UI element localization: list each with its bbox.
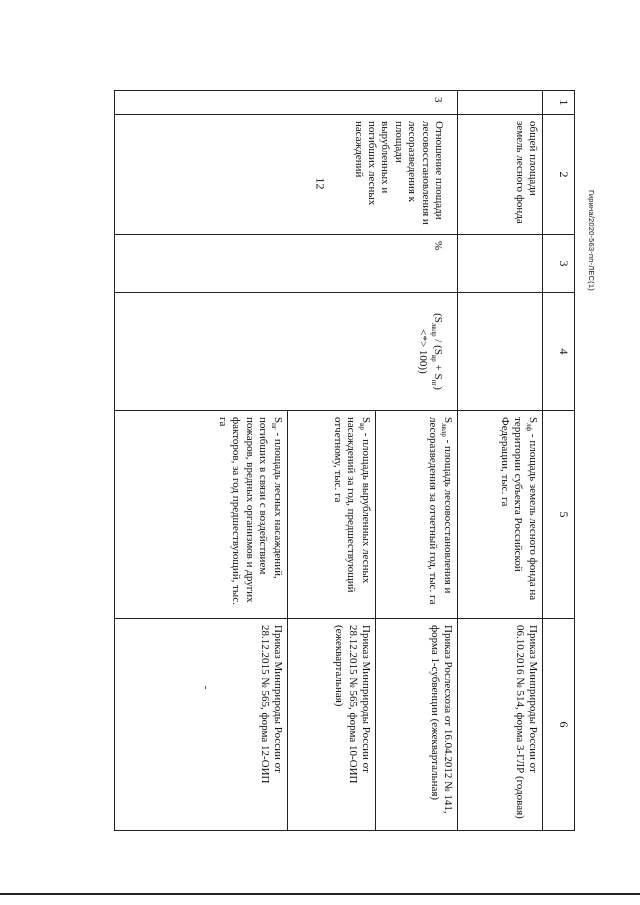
variable-text: - площадь вырубленных лесных насаждений за год, предшествующий отчетному, тыс. га (331, 417, 372, 593)
rotated-table-container (115, 90, 575, 830)
variable-subscript: пг (269, 423, 278, 430)
variable-subscript: лвлр (439, 423, 448, 437)
row4-variable-description (115, 411, 288, 619)
header-col-5: 5 (543, 411, 575, 619)
bottom-border-line (0, 893, 640, 895)
row2-source: Приказ Рослесхоза от 16.04.2012 № 141, форма 1-субвенции (ежеквартальная) (376, 619, 458, 831)
row1-number-cell (458, 91, 543, 115)
table-row (458, 91, 543, 831)
header-col-3: 3 (543, 235, 575, 293)
unit-value: % (432, 241, 444, 251)
variable-symbol: S (360, 417, 372, 424)
variable-text: - площадь земель лесного фонда на территории субъекта Российской Федерации, тыс. га (498, 417, 539, 601)
formula-part: / (S (432, 336, 444, 355)
row2-number (115, 91, 458, 115)
indicator-table (114, 90, 575, 831)
variable-symbol: S (442, 417, 454, 424)
header-col-1: 1 (543, 91, 575, 115)
variable-subscript: лф (524, 423, 533, 432)
row-number: 3 (432, 97, 444, 103)
header-col-4: 4 (543, 293, 575, 411)
formula-sub: вр (429, 354, 438, 362)
row1-unit-cell (458, 235, 543, 293)
table-header-row (543, 91, 575, 831)
row2-indicator-name: Отношение площади лесовосстановления и лесоразведения к площади вырубленных и погибших лесных насаждений (115, 115, 458, 235)
formula-part: (S (432, 313, 444, 323)
document-code: Гирина/2020-563-пп-ЛЕС(1) (587, 190, 596, 291)
formula-part: + S (432, 361, 444, 380)
row2-formula (115, 293, 458, 411)
formula-part: ) (432, 386, 444, 390)
formula-part: <*> 100)) (417, 329, 430, 374)
page-number: 12 (313, 177, 328, 190)
row1-formula-cell (458, 293, 543, 411)
variable-subscript: вр (357, 423, 366, 430)
formula-sub: лвлр (429, 322, 438, 337)
table-row (376, 91, 458, 831)
variable-symbol: S (272, 417, 284, 424)
variable-symbol: S (527, 417, 539, 424)
row2-unit (115, 235, 458, 293)
formula-text (416, 299, 454, 404)
variable-text: - площадь лесных насаждений, погибших в связи с воздействием пожаров, вредных организмов и других факторов, за год предшествующий, тыс. га (217, 417, 284, 605)
formula-sub: пг (429, 379, 438, 387)
row4-source: Приказ Минприроды России от 28.12.2015 № 565, форма 12-ОИП (115, 619, 288, 831)
variable-text: - площадь лесовосстановления и лесоразведения за отчетный год, тыс. га (427, 417, 454, 605)
header-col-2: 2 (543, 115, 575, 235)
row1-source: Приказ Минприроды России от 06.10.2016 № 514, форма 3-ГЛР (годовая) (458, 619, 543, 831)
row1-indicator-name: общей площади земель лесного фонда (458, 115, 543, 235)
row2-variable-description (376, 411, 458, 619)
row3-variable-description (288, 411, 376, 619)
header-col-6: 6 (543, 619, 575, 831)
row1-variable-description (458, 411, 543, 619)
row3-source: Приказ Минприроды России от 28.12.2015 № 565, форма 10-ОИП (ежеквартальная) (288, 619, 376, 831)
